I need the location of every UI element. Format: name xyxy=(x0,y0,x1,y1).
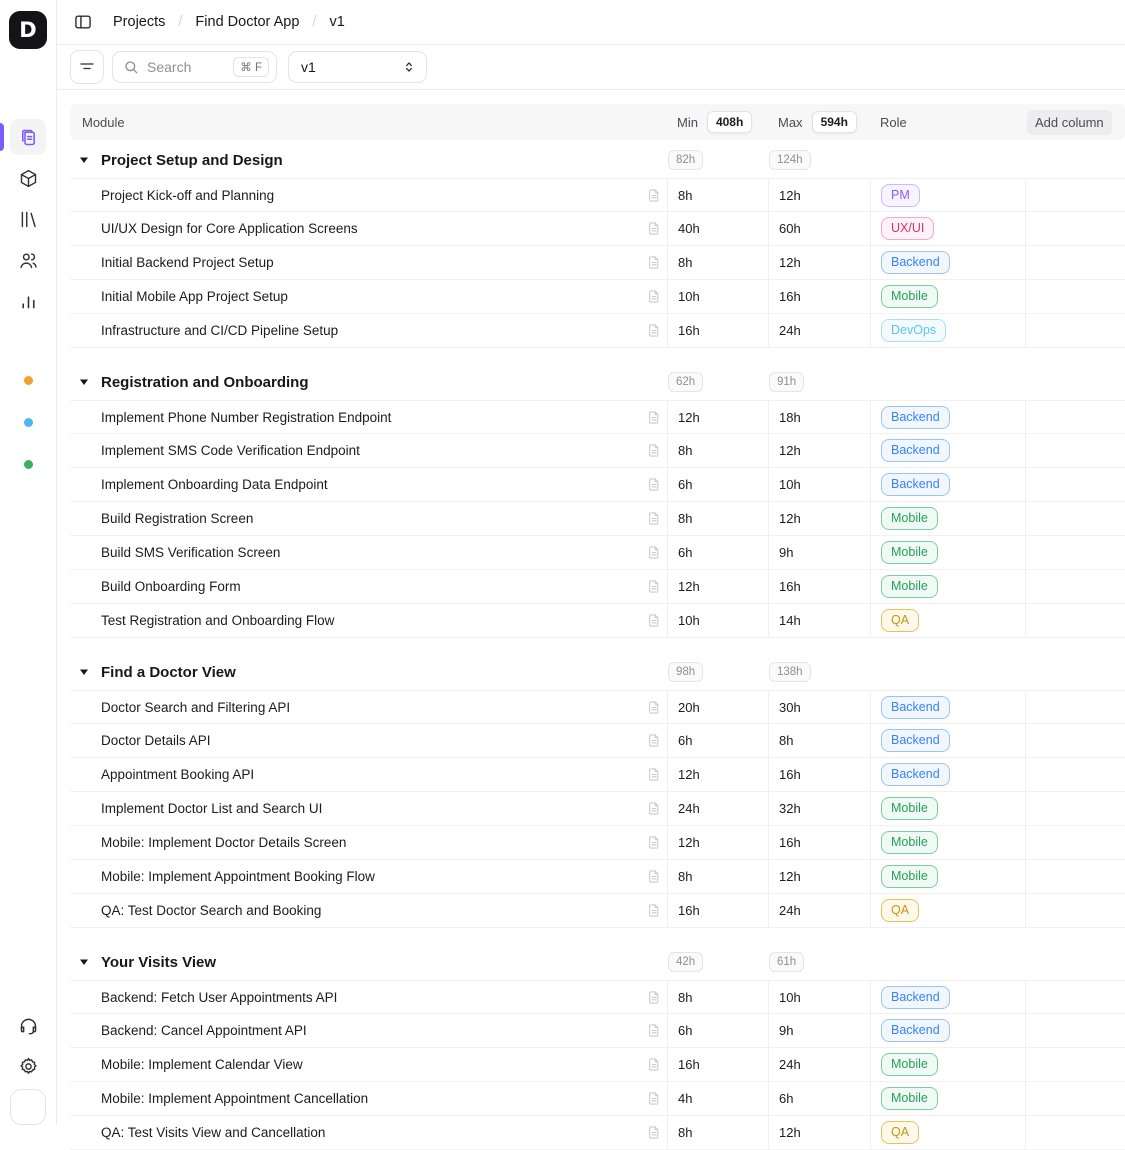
extra-cell[interactable] xyxy=(1025,981,1125,1013)
task-notes-button[interactable] xyxy=(647,221,661,236)
document-icon xyxy=(647,323,661,338)
role-badge[interactable]: Mobile xyxy=(881,865,938,888)
role-badge[interactable]: Mobile xyxy=(881,1053,938,1076)
role-badge[interactable]: Mobile xyxy=(881,797,938,820)
collapse-arrow-icon[interactable] xyxy=(79,377,89,387)
section-min-badge: 42h xyxy=(668,952,703,972)
task-notes-button[interactable] xyxy=(647,579,661,594)
role-badge[interactable]: Backend xyxy=(881,251,950,274)
task-min[interactable]: 8h xyxy=(667,860,768,893)
role-badge[interactable]: Mobile xyxy=(881,575,938,598)
task-row[interactable] xyxy=(70,792,1125,826)
toolbar xyxy=(57,45,1125,90)
role-badge[interactable]: Backend xyxy=(881,406,950,429)
task-row[interactable] xyxy=(70,212,1125,246)
min-label: Min xyxy=(677,114,698,130)
collapse-arrow-icon[interactable] xyxy=(79,667,89,677)
extra-cell[interactable] xyxy=(1025,724,1125,757)
task-max[interactable]: 6h xyxy=(768,1082,870,1115)
task-notes-button[interactable] xyxy=(647,903,661,918)
panel-left-icon xyxy=(73,12,93,32)
task-notes-button[interactable] xyxy=(647,835,661,850)
task-max[interactable]: 12h xyxy=(768,434,870,467)
documents-icon xyxy=(18,127,39,148)
sidebar-bottom xyxy=(10,1007,46,1125)
extra-cell[interactable] xyxy=(1025,1014,1125,1047)
extra-cell[interactable] xyxy=(1025,280,1125,313)
task-label: Implement SMS Code Verification Endpoint xyxy=(101,443,360,458)
task-min[interactable]: 12h xyxy=(667,826,768,859)
version-select[interactable] xyxy=(288,51,427,83)
document-icon xyxy=(647,801,661,816)
task-max[interactable]: 12h xyxy=(768,1116,870,1149)
role-badge[interactable]: Backend xyxy=(881,729,950,752)
extra-cell[interactable] xyxy=(1025,860,1125,893)
task-notes-button[interactable] xyxy=(647,443,661,458)
document-icon xyxy=(647,733,661,748)
task-min[interactable]: 12h xyxy=(667,401,768,433)
extra-cell[interactable] xyxy=(1025,434,1125,467)
project-dot[interactable] xyxy=(24,460,33,469)
task-label: QA: Test Doctor Search and Booking xyxy=(101,903,322,918)
extra-cell[interactable] xyxy=(1025,570,1125,603)
section-header-row[interactable] xyxy=(70,944,1125,980)
section-rows xyxy=(70,690,1125,928)
task-row[interactable] xyxy=(70,502,1125,536)
task-label: Implement Phone Number Registration Endpoint xyxy=(101,409,392,425)
task-label: Backend: Cancel Appointment API xyxy=(101,1023,307,1038)
task-label: Implement Doctor List and Search UI xyxy=(101,801,323,816)
breadcrumb-separator: / xyxy=(178,14,183,30)
task-label: Project Kick-off and Planning xyxy=(101,187,275,203)
filter-button[interactable] xyxy=(70,50,104,84)
extra-cell[interactable] xyxy=(1025,1082,1125,1115)
task-max[interactable]: 14h xyxy=(768,604,870,637)
task-min[interactable]: 6h xyxy=(667,536,768,569)
collapse-arrow-icon[interactable] xyxy=(79,155,89,165)
task-label: Doctor Details API xyxy=(101,733,211,748)
topbar xyxy=(57,0,1125,45)
extra-cell[interactable] xyxy=(1025,1116,1125,1149)
chevron-up-down-icon xyxy=(402,60,416,74)
section-rows xyxy=(70,400,1125,638)
task-min[interactable]: 8h xyxy=(667,981,768,1013)
document-icon xyxy=(647,545,661,560)
role-badge[interactable]: QA xyxy=(881,609,919,632)
task-row[interactable] xyxy=(70,724,1125,758)
section-header-row[interactable] xyxy=(70,364,1125,400)
task-max[interactable]: 9h xyxy=(768,1014,870,1047)
task-max[interactable]: 24h xyxy=(768,1048,870,1081)
task-max[interactable]: 10h xyxy=(768,981,870,1013)
section-title: Registration and Onboarding xyxy=(101,373,309,391)
task-min[interactable]: 8h xyxy=(667,502,768,535)
task-notes-button[interactable] xyxy=(647,801,661,816)
sidebar-item-reports[interactable] xyxy=(10,283,46,319)
column-header-min xyxy=(667,111,768,133)
task-notes-button[interactable] xyxy=(647,869,661,884)
task-row[interactable] xyxy=(70,536,1125,570)
sidebar-item-documents[interactable] xyxy=(10,119,46,155)
search-icon xyxy=(123,59,139,75)
task-label: Appointment Booking API xyxy=(101,767,255,782)
task-notes-button[interactable] xyxy=(647,1125,661,1140)
task-notes-button[interactable] xyxy=(647,767,661,782)
task-notes-button[interactable] xyxy=(647,511,661,526)
sidebar-item-library[interactable] xyxy=(10,201,46,237)
table-header-row xyxy=(70,104,1125,140)
estimation-table xyxy=(70,104,1125,1150)
extra-cell[interactable] xyxy=(1025,758,1125,791)
task-row[interactable] xyxy=(70,400,1125,434)
collapse-arrow-icon[interactable] xyxy=(79,957,89,967)
gear-icon xyxy=(18,1056,39,1077)
section-min-badge: 62h xyxy=(668,372,703,392)
search-box xyxy=(112,51,277,83)
task-label: Build SMS Verification Screen xyxy=(101,545,281,560)
task-notes-button[interactable] xyxy=(647,1057,661,1072)
task-max[interactable]: 8h xyxy=(768,724,870,757)
cube-icon xyxy=(18,168,39,189)
extra-cell[interactable] xyxy=(1025,212,1125,245)
task-min[interactable]: 10h xyxy=(667,280,768,313)
document-icon xyxy=(647,700,661,715)
breadcrumb-project-name[interactable]: Find Doctor App xyxy=(195,14,300,30)
task-max[interactable]: 30h xyxy=(768,691,870,723)
task-min[interactable]: 10h xyxy=(667,604,768,637)
breadcrumb-projects[interactable]: Projects xyxy=(113,14,166,30)
role-badge[interactable]: Backend xyxy=(881,473,950,496)
role-badge[interactable]: PM xyxy=(881,184,920,207)
document-icon xyxy=(647,1023,661,1038)
task-max[interactable]: 16h xyxy=(768,758,870,791)
table-body xyxy=(70,142,1125,1150)
task-label: Infrastructure and CI/CD Pipeline Setup xyxy=(101,323,339,338)
task-min[interactable]: 12h xyxy=(667,570,768,603)
task-notes-button[interactable] xyxy=(647,545,661,560)
role-badge[interactable]: Backend xyxy=(881,763,950,786)
section-header-row[interactable] xyxy=(70,142,1125,178)
library-icon xyxy=(18,209,39,230)
document-icon xyxy=(647,477,661,492)
task-label: Test Registration and Onboarding Flow xyxy=(101,613,335,628)
sidebar-item-team[interactable] xyxy=(10,242,46,278)
task-row[interactable] xyxy=(70,894,1125,928)
document-icon xyxy=(647,990,661,1005)
section-min-badge: 82h xyxy=(668,150,703,170)
role-badge[interactable]: Backend xyxy=(881,1019,950,1042)
version-select-value: v1 xyxy=(301,59,316,75)
task-notes-button[interactable] xyxy=(647,255,661,270)
task-max[interactable]: 18h xyxy=(768,401,870,433)
role-badge[interactable]: Mobile xyxy=(881,831,938,854)
task-row[interactable] xyxy=(70,758,1125,792)
support-button[interactable] xyxy=(10,1007,46,1043)
task-min[interactable]: 20h xyxy=(667,691,768,723)
task-row[interactable] xyxy=(70,468,1125,502)
breadcrumb-version[interactable]: v1 xyxy=(329,14,345,30)
task-notes-button[interactable] xyxy=(647,477,661,492)
document-icon xyxy=(647,579,661,594)
sidebar-nav xyxy=(10,119,46,319)
task-max[interactable]: 16h xyxy=(768,826,870,859)
task-label: Doctor Search and Filtering API xyxy=(101,699,291,715)
max-label: Max xyxy=(778,114,803,130)
task-notes-button[interactable] xyxy=(647,323,661,338)
sidebar-item-packages[interactable] xyxy=(10,160,46,196)
task-min[interactable]: 8h xyxy=(667,179,768,211)
task-row[interactable] xyxy=(70,314,1125,348)
section-title: Find a Doctor View xyxy=(101,663,236,681)
task-label: UI/UX Design for Core Application Screens xyxy=(101,221,358,236)
document-icon xyxy=(647,188,661,203)
role-badge[interactable]: Backend xyxy=(881,696,950,719)
task-notes-button[interactable] xyxy=(647,188,661,203)
settings-button[interactable] xyxy=(10,1048,46,1084)
task-notes-button[interactable] xyxy=(647,410,661,425)
task-label: Build Registration Screen xyxy=(101,511,254,526)
task-row[interactable] xyxy=(70,604,1125,638)
document-icon xyxy=(647,289,661,304)
role-badge[interactable]: Mobile xyxy=(881,507,938,530)
task-row[interactable] xyxy=(70,1082,1125,1116)
section-max-badge: 138h xyxy=(769,662,811,682)
task-label: Build Onboarding Form xyxy=(101,579,241,594)
task-label: Initial Backend Project Setup xyxy=(101,255,274,270)
section-max-badge: 61h xyxy=(769,952,804,972)
module-section xyxy=(70,142,1125,348)
search-shortcut-badge: ⌘ F xyxy=(233,57,269,77)
add-column-button[interactable]: Add column xyxy=(1027,110,1112,135)
document-icon xyxy=(647,255,661,270)
document-icon xyxy=(647,1125,661,1140)
task-max[interactable]: 24h xyxy=(768,314,870,347)
document-icon xyxy=(647,869,661,884)
task-label: QA: Test Visits View and Cancellation xyxy=(101,1125,326,1140)
task-notes-button[interactable] xyxy=(647,990,661,1005)
task-max[interactable]: 32h xyxy=(768,792,870,825)
extra-cell[interactable] xyxy=(1025,401,1125,433)
column-header-max xyxy=(768,111,870,133)
task-min[interactable]: 6h xyxy=(667,468,768,501)
task-notes-button[interactable] xyxy=(647,613,661,628)
task-min[interactable]: 12h xyxy=(667,758,768,791)
task-max[interactable]: 12h xyxy=(768,179,870,211)
task-min[interactable]: 4h xyxy=(667,1082,768,1115)
task-row[interactable] xyxy=(70,690,1125,724)
task-max[interactable]: 12h xyxy=(768,246,870,279)
task-row[interactable] xyxy=(70,1116,1125,1150)
document-icon xyxy=(647,221,661,236)
role-badge[interactable]: Backend xyxy=(881,439,950,462)
task-min[interactable]: 16h xyxy=(667,1048,768,1081)
extra-cell[interactable] xyxy=(1025,826,1125,859)
extra-cell[interactable] xyxy=(1025,792,1125,825)
task-label: Mobile: Implement Appointment Cancellation xyxy=(101,1091,369,1106)
breadcrumb xyxy=(113,14,345,30)
document-icon xyxy=(647,1091,661,1106)
task-min[interactable]: 6h xyxy=(667,724,768,757)
task-row[interactable] xyxy=(70,860,1125,894)
task-min[interactable]: 8h xyxy=(667,246,768,279)
task-min[interactable]: 6h xyxy=(667,1014,768,1047)
document-icon xyxy=(647,767,661,782)
user-avatar[interactable] xyxy=(10,1089,46,1125)
task-max[interactable]: 16h xyxy=(768,280,870,313)
task-max[interactable]: 12h xyxy=(768,502,870,535)
role-badge[interactable]: UX/UI xyxy=(881,217,934,240)
task-min[interactable]: 40h xyxy=(667,212,768,245)
task-label: Mobile: Implement Calendar View xyxy=(101,1057,303,1072)
role-badge[interactable]: QA xyxy=(881,899,919,922)
role-badge[interactable]: Mobile xyxy=(881,285,938,308)
extra-cell[interactable] xyxy=(1025,691,1125,723)
toggle-sidebar-button[interactable] xyxy=(73,12,93,32)
role-badge[interactable]: Backend xyxy=(881,986,950,1009)
document-icon xyxy=(647,903,661,918)
main-area xyxy=(57,0,1125,1140)
task-row[interactable] xyxy=(70,570,1125,604)
extra-cell[interactable] xyxy=(1025,502,1125,535)
task-row[interactable] xyxy=(70,178,1125,212)
task-label: Initial Mobile App Project Setup xyxy=(101,289,288,304)
task-max[interactable]: 9h xyxy=(768,536,870,569)
project-dot[interactable] xyxy=(24,376,33,385)
headphones-icon xyxy=(18,1015,39,1036)
task-min[interactable]: 8h xyxy=(667,1116,768,1149)
task-notes-button[interactable] xyxy=(647,1023,661,1038)
extra-cell[interactable] xyxy=(1025,179,1125,211)
document-icon xyxy=(647,1057,661,1072)
module-section xyxy=(70,654,1125,928)
section-title: Project Setup and Design xyxy=(101,151,283,169)
extra-cell[interactable] xyxy=(1025,604,1125,637)
min-total-badge: 408h xyxy=(707,111,752,133)
task-row[interactable] xyxy=(70,826,1125,860)
app-logo[interactable] xyxy=(9,11,47,49)
search-input[interactable] xyxy=(147,59,225,75)
task-max[interactable]: 10h xyxy=(768,468,870,501)
column-header-module: Module xyxy=(82,114,125,130)
document-icon xyxy=(647,443,661,458)
task-row[interactable] xyxy=(70,434,1125,468)
section-rows xyxy=(70,178,1125,348)
task-notes-button[interactable] xyxy=(647,1091,661,1106)
section-min-badge: 98h xyxy=(668,662,703,682)
task-row[interactable] xyxy=(70,1048,1125,1082)
section-header-row[interactable] xyxy=(70,654,1125,690)
task-notes-button[interactable] xyxy=(647,289,661,304)
extra-cell[interactable] xyxy=(1025,468,1125,501)
role-badge[interactable]: QA xyxy=(881,1121,919,1144)
task-row[interactable] xyxy=(70,980,1125,1014)
task-row[interactable] xyxy=(70,246,1125,280)
module-section xyxy=(70,944,1125,1150)
document-icon xyxy=(647,410,661,425)
project-dot[interactable] xyxy=(24,418,33,427)
app-logo-letter: D xyxy=(19,18,37,42)
role-badge[interactable]: Mobile xyxy=(881,541,938,564)
module-section xyxy=(70,364,1125,638)
section-max-badge: 91h xyxy=(769,372,804,392)
task-max[interactable]: 60h xyxy=(768,212,870,245)
task-min[interactable]: 8h xyxy=(667,434,768,467)
extra-cell[interactable] xyxy=(1025,536,1125,569)
task-notes-button[interactable] xyxy=(647,700,661,715)
max-total-badge: 594h xyxy=(812,111,857,133)
filter-icon xyxy=(78,58,96,76)
extra-cell[interactable] xyxy=(1025,894,1125,927)
document-icon xyxy=(647,511,661,526)
column-header-role: Role xyxy=(880,114,907,130)
task-label: Implement Onboarding Data Endpoint xyxy=(101,477,328,492)
bar-chart-icon xyxy=(18,291,39,312)
task-max[interactable]: 16h xyxy=(768,570,870,603)
document-icon xyxy=(647,835,661,850)
extra-cell[interactable] xyxy=(1025,246,1125,279)
task-row[interactable] xyxy=(70,1014,1125,1048)
role-badge[interactable]: DevOps xyxy=(881,319,946,342)
extra-cell[interactable] xyxy=(1025,314,1125,347)
task-label: Backend: Fetch User Appointments API xyxy=(101,989,338,1005)
task-label: Mobile: Implement Doctor Details Screen xyxy=(101,835,347,850)
extra-cell[interactable] xyxy=(1025,1048,1125,1081)
sidebar xyxy=(0,0,57,1125)
breadcrumb-separator: / xyxy=(312,14,317,30)
active-nav-indicator xyxy=(0,123,4,151)
task-label: Mobile: Implement Appointment Booking Flow xyxy=(101,869,375,884)
task-min[interactable]: 24h xyxy=(667,792,768,825)
task-max[interactable]: 12h xyxy=(768,860,870,893)
section-max-badge: 124h xyxy=(769,150,811,170)
task-notes-button[interactable] xyxy=(647,733,661,748)
task-max[interactable]: 24h xyxy=(768,894,870,927)
role-badge[interactable]: Mobile xyxy=(881,1087,938,1110)
project-dot-list xyxy=(24,376,33,469)
task-min[interactable]: 16h xyxy=(667,314,768,347)
task-row[interactable] xyxy=(70,280,1125,314)
section-title: Your Visits View xyxy=(101,953,217,971)
task-min[interactable]: 16h xyxy=(667,894,768,927)
document-icon xyxy=(647,613,661,628)
users-icon xyxy=(18,250,39,271)
